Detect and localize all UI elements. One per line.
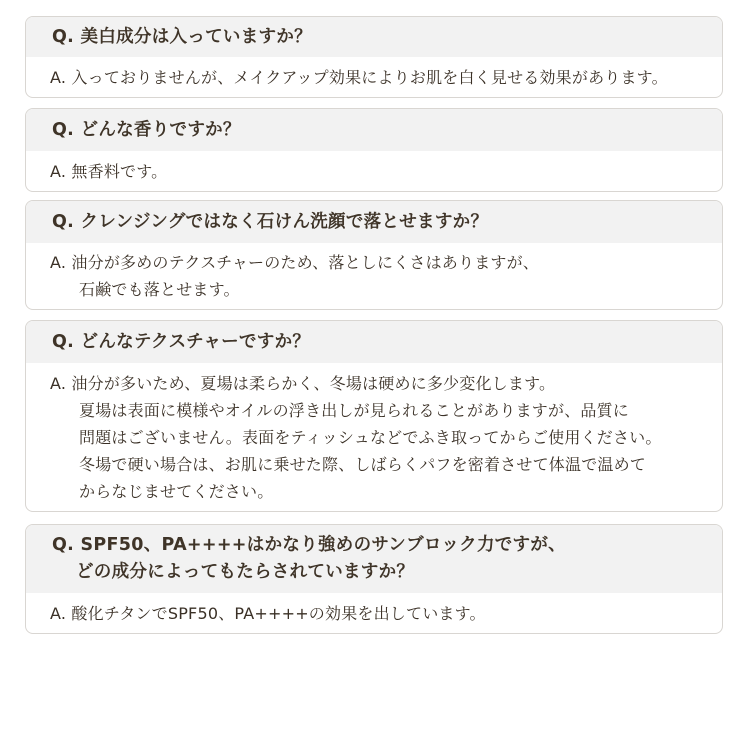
question-line: Q. SPF50、PA++++はかなり強めのサンブロック力ですが、 <box>52 535 566 555</box>
question-line: Q. クレンジングではなく石けん洗顔で落とせますか？ <box>52 211 489 232</box>
faq-answer <box>26 243 722 309</box>
question-line: Q. 美白成分は入っていますか？ <box>52 26 312 47</box>
faq-item <box>25 320 723 512</box>
faq-item <box>25 200 723 310</box>
faq-answer <box>26 151 722 191</box>
answer-line: A. 油分が多いため、夏場は柔らかく、冬場は硬めに多少変化します。 <box>50 373 556 393</box>
question-line: Q. どんな香りですか？ <box>52 119 241 140</box>
answer-line: 冬場で硬い場合は、お肌に乗せた際、しばらくパフを密着させて体温で温めて <box>79 454 647 474</box>
question-line: Q. どんなテクスチャーですか？ <box>52 331 311 352</box>
faq-item <box>25 16 723 98</box>
answer-line: A. 入っておりませんが、メイクアップ効果によりお肌を白く見せる効果があります。 <box>50 67 668 87</box>
faq-item <box>25 108 723 192</box>
answer-line: 問題はございません。表面をティッシュなどでふき取ってからご使用ください。 <box>79 427 662 447</box>
faq-answer <box>26 57 722 97</box>
faq-item <box>25 524 723 634</box>
faq-question <box>26 201 722 243</box>
answer-line: 石鹸でも落とせます。 <box>79 280 240 299</box>
faq-answer <box>26 593 722 633</box>
faq-answer <box>26 363 722 511</box>
faq-question <box>26 525 722 593</box>
answer-line: A. 油分が多めのテクスチャーのため、落としにくさはありますが、 <box>50 253 539 272</box>
faq-question <box>26 17 722 57</box>
faq-question <box>26 321 722 363</box>
answer-line: からなじませてください。 <box>79 481 274 501</box>
answer-line: A. 無香料です。 <box>50 161 168 181</box>
question-line: どの成分によってもたらされていますか？ <box>76 562 415 582</box>
answer-line: A. 酸化チタンでSPF50、PA++++の効果を出しています。 <box>50 603 486 623</box>
answer-line: 夏場は表面に模様やオイルの浮き出しが見られることがありますが、品質に <box>79 400 630 420</box>
faq-question <box>26 109 722 151</box>
